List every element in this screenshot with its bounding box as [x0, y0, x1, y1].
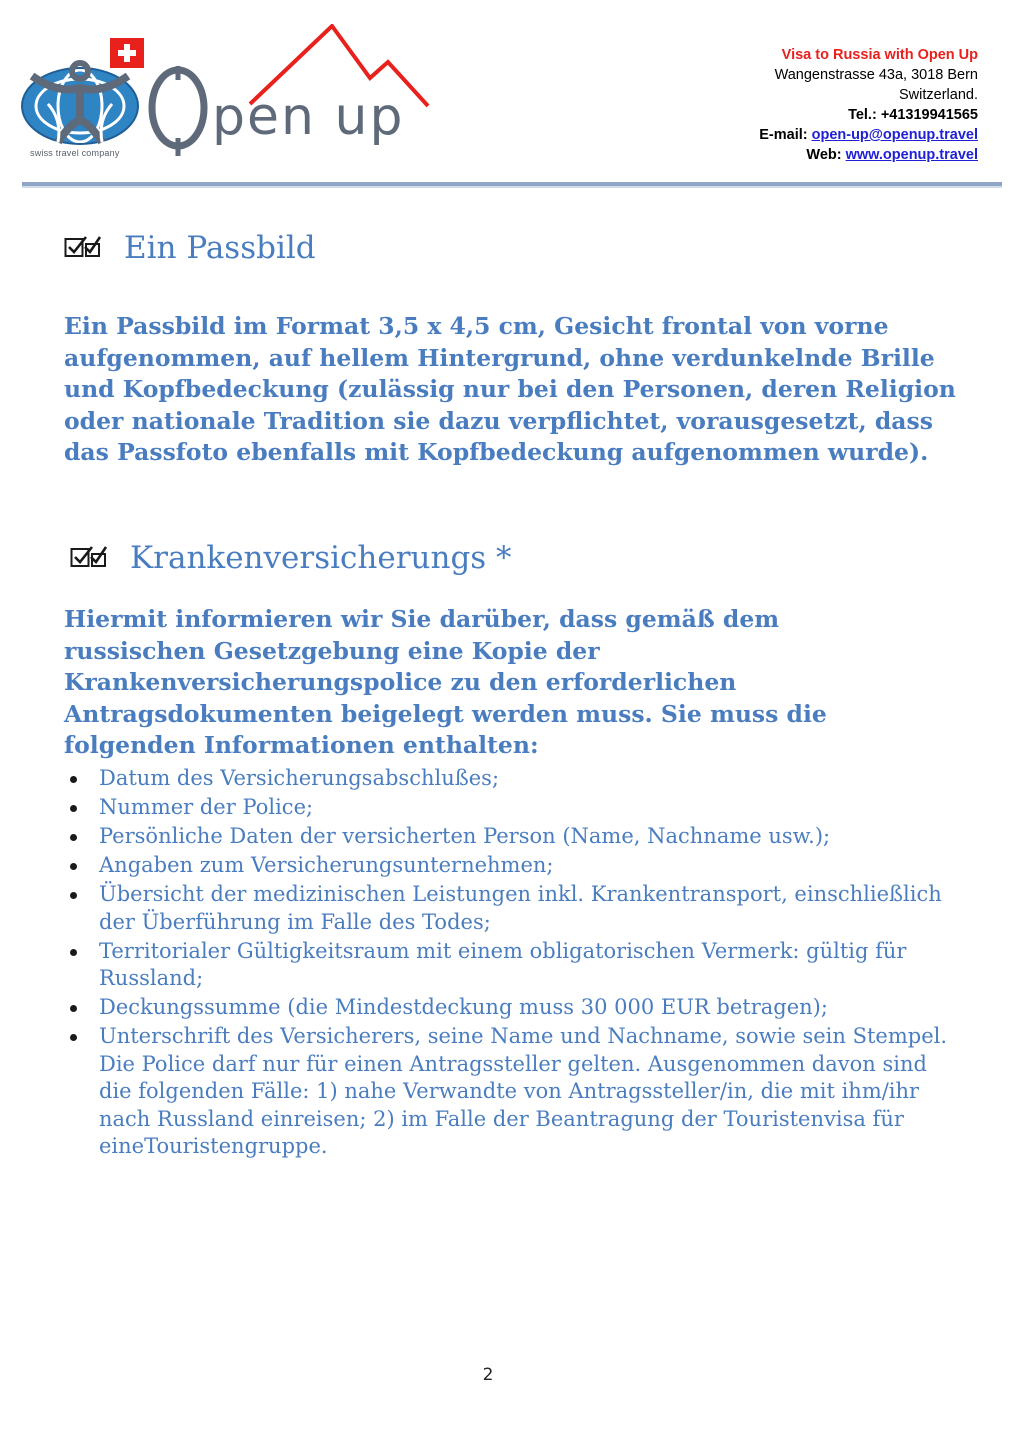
- email-link[interactable]: open-up@openup.travel: [811, 127, 978, 143]
- contact-title: Visa to Russia with Open Up: [781, 47, 978, 63]
- bullet-icon: [70, 1034, 77, 1041]
- list-item-text: Unterschrift des Versicherers, seine Name und Nachname, sowie sein Stempel. Die Police darf nur für einen Antragssteller gelten. Ausgenommen davon sind die folgenden Fälle: 1) nahe Verwandte von Antragssteller/in, die mit ihm/ihr nach Russland einreisen; 2) im Falle der Beantragung der Touristenvisa für eineTouristengruppe.: [99, 1024, 948, 1158]
- logo-graphic: [18, 24, 438, 164]
- list-item-text: Deckungssumme (die Mindestdeckung muss 30 000 EUR betragen);: [99, 995, 828, 1019]
- list-item: [64, 823, 964, 851]
- list-item: [64, 765, 964, 793]
- email-label: E-mail:: [759, 127, 812, 143]
- list-item-text: Persönliche Daten der versicherten Person (Name, Nachname usw.);: [99, 824, 831, 848]
- contact-block: [759, 45, 978, 165]
- checkbox-check-icon: [70, 545, 108, 571]
- insurance-requirements-list: [64, 765, 964, 1162]
- bullet-icon: [70, 949, 77, 956]
- web-label: Web:: [806, 147, 846, 163]
- list-item: [64, 881, 964, 936]
- bullet-icon: [70, 834, 77, 841]
- bullet-icon: [70, 892, 77, 899]
- header-divider: [22, 182, 1002, 188]
- contact-phone: Tel.: +41319941565: [848, 107, 978, 123]
- list-item: [64, 994, 964, 1022]
- section-passbild-title: Ein Passbild: [124, 230, 316, 266]
- contact-country: Switzerland.: [899, 87, 978, 103]
- web-link[interactable]: www.openup.travel: [845, 147, 978, 163]
- logo-tagline: swiss travel company: [30, 148, 120, 158]
- list-item: [64, 1023, 964, 1161]
- contact-web-row: [759, 145, 978, 165]
- list-item-text: Nummer der Police;: [99, 795, 314, 819]
- page-number: 2: [482, 1365, 494, 1385]
- section-insurance-intro: Hiermit informieren wir Sie darüber, dass gemäß dem russischen Gesetzgebung eine Kopie der Krankenversicherungspolice zu den erforderlichen Antragsdokumenten beigelegt werden muss. Sie muss die folgenden Informationen enthalten:: [64, 605, 827, 759]
- company-logo[interactable]: [18, 24, 438, 164]
- checkbox-check-icon: [64, 235, 102, 261]
- svg-text:pen up: pen up: [212, 87, 405, 147]
- list-item: [64, 938, 964, 993]
- section-passbild-text: Ein Passbild im Format 3,5 x 4,5 cm, Gesicht frontal von vorne aufgenommen, auf hellem Hintergrund, ohne verdunkelnde Brille und Kopfbedeckung (zulässig nur bei den Personen, deren Religion oder nationale Tradition sie dazu verpflichtet, vorausgesetzt, dass das Passfoto ebenfalls mit Kopfbedeckung aufgenommen wurde).: [64, 312, 956, 466]
- bullet-icon: [70, 776, 77, 783]
- swiss-flag-icon: [110, 38, 144, 68]
- section-insurance-heading: [70, 540, 512, 576]
- bullet-icon: [70, 1005, 77, 1012]
- list-item-text: Datum des Versicherungsabschlußes;: [99, 766, 500, 790]
- list-item: [64, 794, 964, 822]
- section-insurance-title: Krankenversicherungs *: [130, 540, 512, 576]
- list-item-text: Übersicht der medizinischen Leistungen inkl. Krankentransport, einschließlich der Überführung im Falle des Todes;: [99, 882, 942, 934]
- contact-email-row: [759, 125, 978, 145]
- list-item: [64, 852, 964, 880]
- list-item-text: Territorialer Gültigkeitsraum mit einem obligatorischen Vermerk: gültig für Russland;: [99, 938, 907, 990]
- section-passbild-heading: [64, 230, 316, 266]
- contact-address: Wangenstrasse 43a, 3018 Bern: [774, 67, 978, 83]
- bullet-icon: [70, 863, 77, 870]
- bullet-icon: [70, 805, 77, 812]
- list-item-text: Angaben zum Versicherungsunternehmen;: [99, 853, 554, 877]
